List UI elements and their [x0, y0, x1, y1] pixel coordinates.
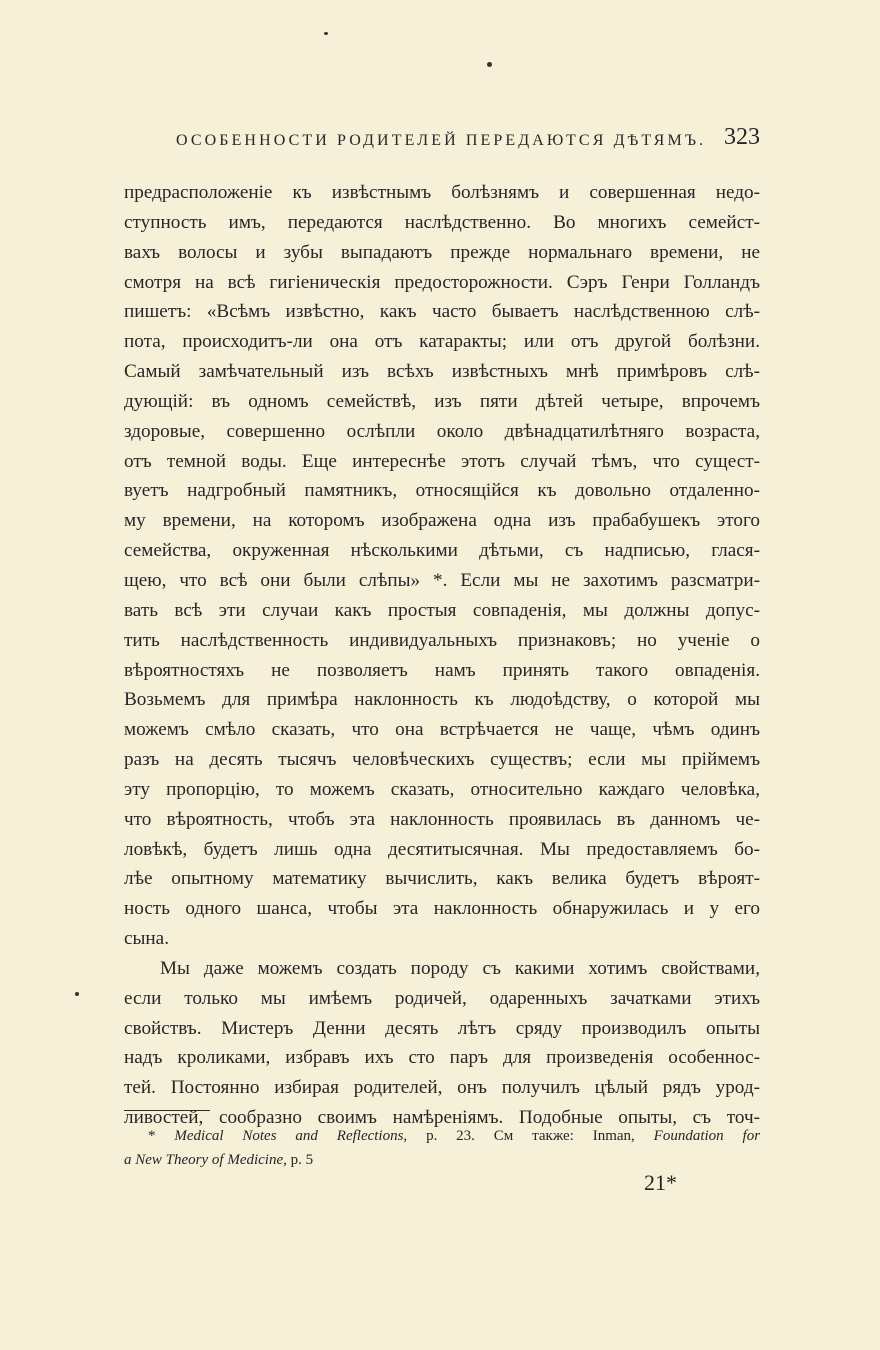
text-line: тить наслѣдственность индивидуальныхъ признаковъ; но ученіе о [124, 629, 760, 651]
footnote [124, 1124, 760, 1172]
footnote-rule [124, 1110, 210, 1111]
text-line: ность одного шанса, чтобы эта наклонность обнаружилась и у его [124, 898, 760, 920]
page-header [176, 124, 760, 158]
text-line: пота, происходитъ-ли она отъ катаракты; или отъ другой болѣзни. [124, 331, 760, 353]
text-line: ливостей, сообразно своимъ намѣреніямъ. Подобные опыты, съ точ- [124, 1107, 760, 1129]
footnote-line [124, 1124, 760, 1148]
text-line: здоровые, совершенно ослѣпли около двѣнадцатилѣтняго возраста, [124, 420, 760, 442]
text-line: сына. [124, 928, 169, 950]
text-line: лѣе опытному математику вычислить, какъ велика будетъ вѣроят- [124, 868, 760, 890]
text-line: тей. Постоянно избирая родителей, онъ получилъ цѣлый рядъ урод- [124, 1077, 760, 1099]
ink-speck [324, 32, 328, 35]
text-line: вать всѣ эти случаи какъ простыя совпаденія, мы должны допус- [124, 599, 760, 621]
text-line: Самый замѣчательный изъ всѣхъ извѣстныхъ мнѣ примѣровъ слѣ- [124, 361, 760, 383]
signature-mark: 21* [644, 1170, 677, 1195]
text-line: Мы даже можемъ создать породу съ какими хотимъ свойствами, [160, 957, 760, 979]
main-text [124, 178, 760, 1133]
footnote-reference: p. 23. См также: [426, 1128, 574, 1144]
text-line: отъ темной воды. Еще интереснѣе этотъ случай тѣмъ, что сущест- [124, 450, 760, 472]
text-line: предрасположеніе къ извѣстнымъ болѣзнямъ и совершенная недо- [124, 182, 760, 203]
text-line: пишетъ: «Всѣмъ извѣстно, какъ часто бываетъ наслѣдственною слѣ- [124, 301, 760, 323]
footnote-author: Inman, [592, 1128, 635, 1144]
running-head: ОСОБЕННОСТИ РОДИТЕЛЕЙ ПЕРЕДАЮТСЯ ДѢТЯМЪ. [176, 132, 707, 149]
text-line: можемъ смѣло сказать, что она встрѣчается не чаще, чѣмъ одинъ [124, 719, 760, 741]
text-line: дующій: въ одномъ семействѣ, изъ пяти дѣтей четыре, впрочемъ [124, 390, 760, 412]
text-line: семейства, окруженная нѣсколькими дѣтьми, съ надписью, глася- [124, 540, 760, 562]
text-line: надъ кроликами, избравъ ихъ сто паръ для произведенія особеннос- [124, 1047, 760, 1069]
text-line: вуетъ надгробный памятникъ, относящійся къ довольно отдаленно- [124, 480, 760, 502]
footnote-title: Foundation for [653, 1128, 760, 1144]
text-line: ловѣкѣ, будетъ лишь одна десятитысячная. Мы предоставляемъ бо- [124, 838, 760, 860]
ink-speck [487, 62, 492, 67]
text-line: смотря на всѣ гигіеническія предосторожности. Сэръ Генри Голландъ [124, 271, 760, 293]
text-line: если только мы имѣемъ родичей, одаренныхъ зачатками этихъ [124, 987, 760, 1009]
footnote-marker: * [148, 1128, 156, 1144]
text-line: ступность имъ, передаются наслѣдственно. Во многихъ семейст- [124, 211, 760, 233]
footnote-reference: p. 5 [290, 1152, 314, 1168]
footnote-title: a New Theory of Medicine, [124, 1152, 287, 1168]
text-line: эту пропорцію, то можемъ сказать, относительно каждаго человѣка, [124, 778, 760, 800]
text-line: что вѣроятность, чтобъ эта наклонность проявилась въ данномъ че- [124, 808, 760, 830]
footnote-title: Medical Notes and Reflections, [174, 1128, 408, 1144]
text-line: разъ на десять тысячъ человѣческихъ существъ; если мы пріймемъ [124, 749, 760, 771]
page-number: 323 [724, 124, 760, 150]
text-line: вѣроятностяхъ не позволяетъ намъ принять такого овпаденія. [124, 659, 760, 681]
text-line: свойствъ. Мистеръ Денни десять лѣтъ сряду производилъ опыты [124, 1017, 760, 1039]
footnote-line [124, 1148, 760, 1172]
text-line: Возьмемъ для примѣра наклонность къ людоѣдству, о которой мы [124, 689, 760, 711]
text-line: щею, что всѣ они были слѣпы» *. Если мы не захотимъ разсматри- [124, 569, 760, 591]
text-line: му времени, на которомъ изображена одна изъ прабабушекъ этого [124, 510, 760, 532]
ink-speck [75, 992, 79, 996]
text-line: вахъ волосы и зубы выпадаютъ прежде нормальнаго времени, не [124, 241, 760, 263]
